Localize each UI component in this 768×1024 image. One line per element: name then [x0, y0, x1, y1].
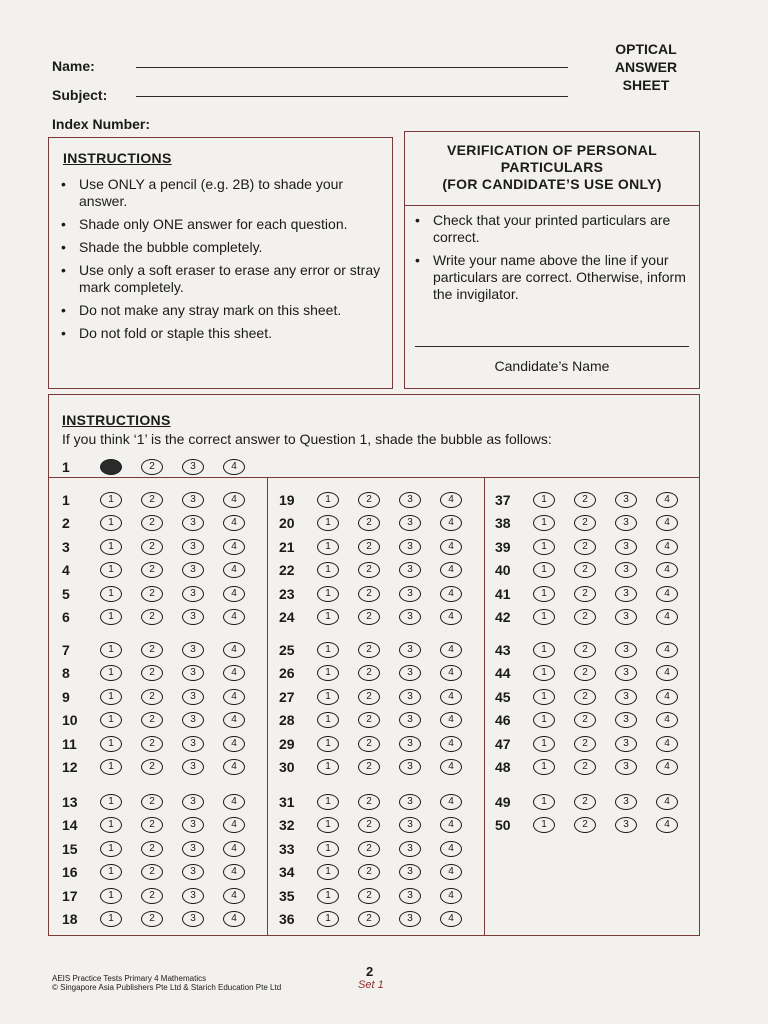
answer-bubble[interactable]: 1: [317, 539, 339, 555]
answer-bubble[interactable]: 1: [100, 841, 122, 857]
answer-bubble[interactable]: 2: [358, 911, 380, 927]
answer-bubble[interactable]: 2: [141, 759, 163, 775]
answer-bubble[interactable]: 3: [399, 665, 421, 681]
answer-bubble[interactable]: 1: [100, 736, 122, 752]
answer-bubble[interactable]: 2: [358, 562, 380, 578]
answer-bubble[interactable]: 4: [223, 586, 245, 602]
instructions-box: [48, 137, 393, 389]
answer-bubble[interactable]: 1: [317, 562, 339, 578]
question-number: 6: [62, 609, 70, 625]
answer-bubble[interactable]: 3: [615, 712, 637, 728]
instruction-item: • Use only a soft eraser to erase any error or stray mark completely.: [53, 262, 383, 296]
verification-divider: [405, 205, 699, 206]
answer-bubble[interactable]: 2: [141, 539, 163, 555]
candidate-name-label: Candidate’s Name: [494, 358, 610, 374]
answer-bubble[interactable]: 1: [100, 864, 122, 880]
answer-bubble[interactable]: 1: [317, 817, 339, 833]
question-number: 34: [279, 864, 295, 881]
answer-bubble[interactable]: 4: [223, 539, 245, 555]
question-number: 7: [62, 642, 70, 658]
answer-bubble[interactable]: 4: [656, 562, 678, 578]
answer-bubble[interactable]: 4: [656, 665, 678, 681]
answer-bubble[interactable]: 3: [615, 689, 637, 705]
answer-bubble[interactable]: 4: [656, 609, 678, 625]
answer-bubble[interactable]: 4: [223, 817, 245, 833]
answer-bubble[interactable]: 2: [358, 759, 380, 775]
answer-bubble[interactable]: 2: [574, 586, 596, 602]
page-number: 2: [366, 964, 374, 979]
answer-bubble[interactable]: 3: [399, 817, 421, 833]
answer-bubble[interactable]: 3: [399, 712, 421, 728]
sheet-title-line-3: SHEET: [622, 77, 670, 93]
answer-bubble[interactable]: 2: [358, 794, 380, 810]
answer-bubble[interactable]: 3: [615, 492, 637, 508]
answer-bubble[interactable]: 1: [100, 515, 122, 531]
answer-bubble[interactable]: 1: [533, 586, 555, 602]
answer-bubble[interactable]: 1: [100, 712, 122, 728]
verification-title-line-1: VERIFICATION OF PERSONAL: [447, 142, 657, 158]
question-number: 4: [62, 562, 70, 579]
answer-bubble[interactable]: 3: [399, 911, 421, 927]
answer-bubble[interactable]: 4: [656, 759, 678, 775]
answer-bubble[interactable]: 3: [399, 689, 421, 705]
answer-bubble[interactable]: 1: [533, 665, 555, 681]
answer-bubble[interactable]: 1: [533, 609, 555, 625]
answer-bubble[interactable]: 2: [574, 642, 596, 658]
answer-bubble[interactable]: 3: [182, 736, 204, 752]
answer-bubble[interactable]: 2: [574, 562, 596, 578]
answer-bubble[interactable]: 3: [615, 642, 637, 658]
answer-bubble[interactable]: 3: [399, 888, 421, 904]
answer-bubble[interactable]: 2: [358, 515, 380, 531]
answer-bubble[interactable]: 1: [533, 759, 555, 775]
question-number: 44: [495, 665, 511, 682]
answer-bubble[interactable]: 4: [440, 888, 462, 904]
answer-bubble[interactable]: 4: [223, 712, 245, 728]
answer-bubble[interactable]: 2: [574, 492, 596, 508]
answer-bubble[interactable]: 1: [533, 794, 555, 810]
question-number: 12: [62, 759, 78, 775]
instructions-list: [53, 176, 383, 348]
answer-bubble[interactable]: 4: [223, 736, 245, 752]
answer-bubble[interactable]: 2: [574, 794, 596, 810]
instruction-item: • Shade the bubble completely.: [53, 239, 383, 256]
answer-bubble[interactable]: 3: [182, 841, 204, 857]
answer-bubble[interactable]: 4: [440, 665, 462, 681]
answer-instructions-text: If you think ‘1’ is the correct answer to Question 1, shade the bubble as follows:: [62, 431, 552, 447]
answer-bubble[interactable]: 2: [358, 736, 380, 752]
answer-bubble[interactable]: 1: [317, 665, 339, 681]
answer-bubble[interactable]: 3: [182, 515, 204, 531]
answer-bubble[interactable]: 3: [399, 736, 421, 752]
instruction-item: • Shade only ONE answer for each question.: [53, 216, 383, 233]
question-number: 17: [62, 887, 78, 904]
instruction-item: • Use ONLY a pencil (e.g. 2B) to shade your answer.: [53, 176, 383, 210]
answer-bubble[interactable]: 3: [182, 864, 204, 880]
set-label: Set 1: [358, 979, 384, 991]
question-number: 10: [62, 712, 78, 729]
verification-list: [407, 212, 693, 309]
answer-bubble[interactable]: 4: [440, 586, 462, 602]
question-number: 15: [62, 840, 78, 857]
answer-bubble[interactable]: 4: [223, 609, 245, 625]
answer-bubble[interactable]: 4: [223, 689, 245, 705]
answer-bubble[interactable]: 4: [656, 539, 678, 555]
answer-bubble[interactable]: 1: [100, 609, 122, 625]
question-number: 18: [62, 911, 78, 927]
answer-bubble[interactable]: 4: [223, 492, 245, 508]
answer-bubble[interactable]: 3: [182, 586, 204, 602]
answer-bubble[interactable]: 3: [615, 736, 637, 752]
answer-bubble[interactable]: 2: [574, 817, 596, 833]
answer-bubble[interactable]: 1: [100, 911, 122, 927]
answer-bubble[interactable]: 3: [615, 562, 637, 578]
answer-bubble[interactable]: 2: [358, 689, 380, 705]
answer-bubble[interactable]: 2: [358, 864, 380, 880]
question-number: 33: [279, 840, 295, 857]
answer-bubble[interactable]: 4: [440, 539, 462, 555]
subject-line[interactable]: [136, 96, 568, 97]
answer-bubble[interactable]: 3: [399, 562, 421, 578]
answer-bubble[interactable]: 2: [141, 911, 163, 927]
question-number: 14: [62, 817, 78, 834]
answer-bubble[interactable]: 3: [182, 817, 204, 833]
answer-area-divider: [48, 477, 700, 478]
answer-bubble[interactable]: 4: [440, 712, 462, 728]
answer-bubble[interactable]: 4: [223, 888, 245, 904]
answer-bubble[interactable]: 3: [182, 539, 204, 555]
answer-bubble[interactable]: 2: [358, 665, 380, 681]
answer-bubble[interactable]: 1: [317, 911, 339, 927]
question-number: 38: [495, 515, 511, 532]
answer-bubble[interactable]: 3: [182, 911, 204, 927]
answer-bubble[interactable]: 1: [533, 539, 555, 555]
answer-bubble[interactable]: 4: [440, 736, 462, 752]
index-number-label: Index Number:: [52, 116, 151, 132]
answer-bubble[interactable]: 3: [182, 712, 204, 728]
answer-bubble[interactable]: 4: [223, 911, 245, 927]
question-number: 2: [62, 515, 70, 532]
footer-credits: [52, 974, 281, 992]
answer-bubble[interactable]: 1: [533, 515, 555, 531]
question-number: 3: [62, 538, 70, 555]
answer-bubble[interactable]: 4: [656, 515, 678, 531]
answer-bubble[interactable]: 2: [574, 689, 596, 705]
instruction-item: • Do not make any stray mark on this sheet.: [53, 302, 383, 319]
footer-book-title: AEIS Practice Tests Primary 4 Mathematics: [52, 974, 207, 983]
answer-bubble[interactable]: 3: [615, 515, 637, 531]
answer-bubble[interactable]: 1: [100, 539, 122, 555]
question-number: 45: [495, 688, 511, 705]
answer-bubble[interactable]: 1: [317, 609, 339, 625]
answer-bubble[interactable]: 3: [399, 609, 421, 625]
answer-bubble[interactable]: 2: [358, 492, 380, 508]
question-number: 48: [495, 759, 511, 775]
verification-title-line-3: (FOR CANDIDATE’S USE ONLY): [442, 176, 662, 192]
footer-copyright: © Singapore Asia Publishers Pte Ltd & Starich Education Pte Ltd: [52, 983, 282, 992]
example-bubble: 2: [141, 459, 163, 475]
answer-bubble[interactable]: 3: [615, 665, 637, 681]
answer-bubble[interactable]: 3: [615, 539, 637, 555]
sheet-title-line-1: OPTICAL: [615, 41, 677, 57]
answer-bubble[interactable]: 1: [100, 888, 122, 904]
answer-bubble[interactable]: 4: [223, 515, 245, 531]
question-number: 42: [495, 609, 511, 625]
verification-title-line-2: PARTICULARS: [500, 159, 604, 175]
answer-bubble[interactable]: 3: [182, 759, 204, 775]
question-number: 9: [62, 688, 70, 705]
answer-bubble[interactable]: 2: [574, 665, 596, 681]
answer-bubble[interactable]: 1: [100, 817, 122, 833]
example-bubble: 4: [223, 459, 245, 475]
sheet-title-line-2: ANSWER: [614, 59, 678, 75]
question-number: 5: [62, 585, 70, 602]
answer-bubble[interactable]: 1: [100, 586, 122, 602]
answer-bubble[interactable]: 2: [141, 736, 163, 752]
answer-bubble[interactable]: 4: [440, 642, 462, 658]
question-number: 19: [279, 492, 295, 508]
answer-bubble[interactable]: 2: [574, 539, 596, 555]
question-number: 30: [279, 759, 295, 775]
answer-bubble[interactable]: 4: [223, 759, 245, 775]
answer-bubble[interactable]: 3: [182, 689, 204, 705]
answer-bubble[interactable]: 2: [574, 609, 596, 625]
answer-bubble[interactable]: 1: [100, 665, 122, 681]
verification-title: [405, 142, 699, 193]
answer-bubble[interactable]: 4: [440, 492, 462, 508]
answer-bubble[interactable]: 4: [223, 665, 245, 681]
question-number: 1: [62, 492, 70, 508]
answer-bubble[interactable]: 4: [223, 841, 245, 857]
answer-bubble[interactable]: 3: [399, 642, 421, 658]
question-number: 16: [62, 864, 78, 881]
name-line[interactable]: [136, 67, 568, 68]
answer-bubble[interactable]: 1: [533, 642, 555, 658]
answer-bubble[interactable]: 3: [399, 492, 421, 508]
answer-bubble[interactable]: 2: [141, 689, 163, 705]
example-bubble-filled: [100, 459, 122, 475]
answer-bubble[interactable]: 1: [533, 712, 555, 728]
answer-bubble[interactable]: 4: [440, 562, 462, 578]
answer-bubble[interactable]: 2: [574, 712, 596, 728]
answer-instructions-heading: INSTRUCTIONS: [62, 412, 171, 428]
answer-bubble[interactable]: 4: [440, 515, 462, 531]
answer-bubble[interactable]: 2: [141, 609, 163, 625]
question-number: 11: [62, 735, 77, 752]
example-bubble: 3: [182, 459, 204, 475]
answer-bubble[interactable]: 3: [182, 562, 204, 578]
answer-bubble[interactable]: 3: [615, 759, 637, 775]
answer-bubble[interactable]: 3: [399, 539, 421, 555]
question-number: 41: [495, 585, 511, 602]
question-number: 35: [279, 887, 295, 904]
answer-bubble[interactable]: 2: [141, 642, 163, 658]
answer-bubble[interactable]: 4: [656, 642, 678, 658]
question-number: 29: [279, 735, 295, 752]
answer-bubble[interactable]: 1: [100, 794, 122, 810]
question-number: 22: [279, 562, 295, 579]
answer-bubble[interactable]: 3: [615, 794, 637, 810]
question-number: 36: [279, 911, 295, 927]
answer-bubble[interactable]: 1: [317, 515, 339, 531]
answer-bubble[interactable]: 3: [399, 841, 421, 857]
answer-bubble[interactable]: 1: [100, 689, 122, 705]
question-number: 27: [279, 688, 295, 705]
question-number: 40: [495, 562, 511, 579]
answer-bubble[interactable]: 4: [223, 794, 245, 810]
answer-bubble[interactable]: 2: [141, 841, 163, 857]
question-number: 39: [495, 538, 511, 555]
question-number: 26: [279, 665, 295, 682]
answer-bubble[interactable]: 2: [141, 888, 163, 904]
question-number: 47: [495, 735, 511, 752]
question-number: 28: [279, 712, 295, 729]
answer-bubble[interactable]: 4: [223, 642, 245, 658]
answer-bubble[interactable]: 2: [574, 736, 596, 752]
answer-bubble[interactable]: 3: [399, 759, 421, 775]
sheet-title: [598, 40, 694, 94]
answer-bubble[interactable]: 4: [440, 864, 462, 880]
answer-bubble[interactable]: 4: [440, 609, 462, 625]
answer-bubble[interactable]: 2: [141, 515, 163, 531]
answer-bubble[interactable]: 2: [358, 841, 380, 857]
answer-bubble[interactable]: 1: [317, 794, 339, 810]
answer-bubble[interactable]: 2: [358, 888, 380, 904]
answer-bubble[interactable]: 1: [533, 562, 555, 578]
answer-bubble[interactable]: 2: [141, 586, 163, 602]
answer-bubble[interactable]: 3: [399, 864, 421, 880]
answer-bubble[interactable]: 1: [100, 562, 122, 578]
answer-bubble[interactable]: 1: [317, 586, 339, 602]
answer-bubble[interactable]: 3: [615, 586, 637, 602]
answer-bubble[interactable]: 2: [141, 864, 163, 880]
question-number: 21: [279, 538, 295, 555]
answer-bubble[interactable]: 1: [317, 689, 339, 705]
answer-bubble[interactable]: 4: [656, 712, 678, 728]
question-number: 13: [62, 794, 78, 810]
question-number: 46: [495, 712, 511, 729]
answer-bubble[interactable]: 1: [317, 864, 339, 880]
answer-bubble[interactable]: 4: [656, 689, 678, 705]
example-question-number: 1: [62, 459, 70, 475]
answer-bubble[interactable]: 3: [615, 609, 637, 625]
answer-bubble[interactable]: 1: [317, 888, 339, 904]
answer-bubble[interactable]: 4: [656, 586, 678, 602]
question-number: 25: [279, 642, 295, 658]
answer-bubble[interactable]: 1: [317, 841, 339, 857]
answer-bubble[interactable]: 2: [358, 609, 380, 625]
instruction-item: • Do not fold or staple this sheet.: [53, 325, 383, 342]
answer-bubble[interactable]: 2: [141, 665, 163, 681]
answer-bubble[interactable]: 1: [100, 759, 122, 775]
name-label: Name:: [52, 58, 95, 74]
answer-bubble[interactable]: 1: [317, 492, 339, 508]
answer-bubble[interactable]: 4: [223, 864, 245, 880]
question-number: 49: [495, 794, 511, 810]
answer-bubble[interactable]: 4: [656, 492, 678, 508]
candidate-name-line[interactable]: [415, 346, 689, 347]
answer-bubble[interactable]: 2: [141, 712, 163, 728]
answer-bubble[interactable]: 4: [440, 911, 462, 927]
answer-bubble[interactable]: 2: [358, 539, 380, 555]
answer-bubble[interactable]: 2: [358, 586, 380, 602]
answer-bubble[interactable]: 2: [141, 562, 163, 578]
answer-bubble[interactable]: 2: [358, 712, 380, 728]
answer-bubble[interactable]: 2: [141, 794, 163, 810]
answer-bubble[interactable]: 4: [656, 736, 678, 752]
answer-bubble[interactable]: 3: [399, 515, 421, 531]
answer-bubble[interactable]: 2: [574, 515, 596, 531]
question-number: 43: [495, 642, 511, 658]
answer-bubble[interactable]: 4: [440, 759, 462, 775]
verification-item: • Write your name above the line if your particulars are correct. Otherwise, inform the invigilator.: [407, 252, 693, 303]
answer-bubble[interactable]: 3: [399, 794, 421, 810]
verification-box: [404, 131, 700, 389]
question-number: 20: [279, 515, 295, 532]
answer-bubble[interactable]: 1: [533, 736, 555, 752]
question-number: 37: [495, 492, 511, 508]
answer-bubble[interactable]: 3: [182, 888, 204, 904]
answer-bubble[interactable]: 4: [223, 562, 245, 578]
answer-bubble[interactable]: 1: [317, 712, 339, 728]
answer-bubble[interactable]: 4: [440, 817, 462, 833]
question-number: 24: [279, 609, 295, 625]
answer-bubble[interactable]: 4: [656, 794, 678, 810]
answer-bubble[interactable]: 4: [440, 689, 462, 705]
answer-bubble[interactable]: 3: [182, 642, 204, 658]
column-divider-1: [267, 477, 268, 936]
answer-bubble[interactable]: 3: [182, 609, 204, 625]
answer-bubble[interactable]: 1: [317, 759, 339, 775]
answer-bubble[interactable]: 4: [440, 841, 462, 857]
question-number: 31: [279, 794, 295, 810]
answer-bubble[interactable]: 3: [615, 817, 637, 833]
answer-bubble[interactable]: 2: [574, 759, 596, 775]
answer-bubble[interactable]: 3: [182, 492, 204, 508]
answer-bubble[interactable]: 4: [440, 794, 462, 810]
question-number: 23: [279, 585, 295, 602]
answer-bubble[interactable]: 1: [533, 689, 555, 705]
question-number: 32: [279, 817, 295, 834]
instructions-heading: INSTRUCTIONS: [63, 150, 172, 166]
answer-bubble[interactable]: 3: [182, 665, 204, 681]
question-number: 50: [495, 817, 511, 834]
column-divider-2: [484, 477, 485, 936]
answer-bubble[interactable]: 1: [100, 492, 122, 508]
answer-bubble[interactable]: 1: [533, 492, 555, 508]
answer-bubble[interactable]: 1: [317, 736, 339, 752]
verification-item: • Check that your printed particulars are correct.: [407, 212, 693, 246]
answer-bubble[interactable]: 1: [533, 817, 555, 833]
answer-bubble[interactable]: 3: [399, 586, 421, 602]
answer-bubble[interactable]: 2: [358, 817, 380, 833]
answer-bubble[interactable]: 1: [317, 642, 339, 658]
subject-label: Subject:: [52, 87, 108, 103]
answer-bubble[interactable]: 2: [141, 817, 163, 833]
answer-bubble[interactable]: 1: [100, 642, 122, 658]
question-number: 8: [62, 665, 70, 682]
answer-bubble[interactable]: 3: [182, 794, 204, 810]
answer-bubble[interactable]: 2: [141, 492, 163, 508]
answer-bubble[interactable]: 4: [656, 817, 678, 833]
answer-bubble[interactable]: 2: [358, 642, 380, 658]
